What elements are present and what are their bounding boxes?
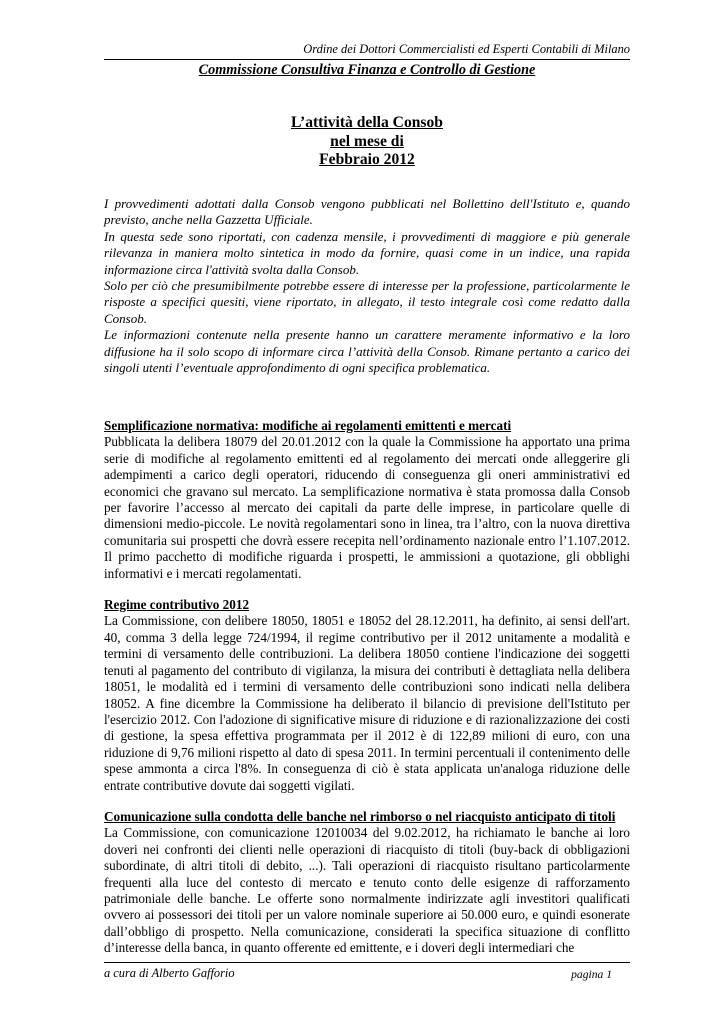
document-page [104,0,630,1024]
section-heading: Comunicazione sulla condotta delle banche nel rimborso o nel riacquisto anticipato di titoli [104,808,616,824]
section-text: Pubblicata la delibera 18079 del 20.01.2012 con la quale la Commissione ha apportato una prima serie di modifiche al regolamento emittenti ed al regolamento dei mercati onde alleggerire gli adempimenti a carico degli operatori, riducendo di conseguenza gli oneri amministrativi ed economici che gravano sul mercato. La semplificazione normativa è stata promossa dalla Consob per favorire l’accesso al mercato dei capitali da parte delle imprese, in particolare quelle di dimensioni medio-piccole. Le novità regolamentari sono in linea, tra l’altro, con la nuova direttiva comunitaria sui prospetti che dovrà essere recepita nell’ordinamento nazionale entro l’1.107.2012. Il primo pacchetto di modifiche riguarda i prospetti, le ammissioni a quotazione, gli obblighi informativi e i mercati regolamentati. [104,434,630,581]
footer-page-number: pagina 1 [571,968,612,981]
intro-paragraph: In questa sede sono riportati, con cadenza mensile, i provvedimenti di maggiore e più generale rilevanza in maniera molto sintetica in modo da fornire, quasi come in un indice, una rapida informazione circa l'attività svolta dalla Consob. [104,228,630,277]
intro-paragraph: I provvedimenti adottati dalla Consob vengono pubblicati nel Bollettino dell'Istituto e, quando previsto, anche nella Gazzetta Ufficiale. [104,196,630,228]
section-regime-contributivo [104,597,630,794]
intro-paragraph: Le informazioni contenute nella presente hanno un carattere meramente informativo e la loro diffusione ha il solo scopo di informare circa l’attività della Consob. Rimane pertanto a carico dei singoli utenti l’eventuale approfondimento di ogni specifica problematica. [104,327,630,376]
title-line-3: Febbraio 2012 [319,151,415,168]
footer-author: a cura di Alberto Gafforio [104,966,235,980]
section-comunicazione-banche [104,809,630,957]
section-text: La Commissione, con comunicazione 12010034 del 9.02.2012, ha richiamato le banche ai loro doveri nei confronti dei clienti nelle operazioni di riacquisto di titoli (buy-back di obbligazioni subordinate, di altri titoli di debito, ...). Tali operazioni di riacquisto risultano particolarmente frequenti alla luce del contesto di mercato e tenuto conto delle esigenze di rafforzamento patrimoniale delle banche. Le offerte sono normalmente indirizzate agli investitori qualificati ovvero ai possessori dei titoli per un valore nominale superiore ai 50.000 euro, e quindi esonerate dall’obbligo di prospetto. Nella comunicazione, considerati la specifica situazione di conflitto d’interesse della banca, in quanto offerente ed emittente, e i doveri degli intermediari che [104,825,630,956]
header-divider [104,59,630,60]
intro-notice [104,196,630,376]
title-line-2: nel mese di [330,132,404,150]
section-semplificazione-normativa [104,418,630,582]
intro-paragraph: Solo per ciò che presumibilmente potrebbe essere di interesse per la professione, particolarmente le risposte a specifici quesiti, viene riportato, in allegato, il testo integrale così come redatto dalla Consob. [104,278,630,326]
title-line-1: L’attività della Consob [291,114,443,131]
header-organization: Ordine dei Dottori Commercialisti ed Esperti Contabili di Milano [303,42,630,56]
document-title [104,114,630,170]
section-heading: Semplificazione normativa: modifiche ai regolamenti emittenti e mercati [104,418,512,433]
section-heading: Regime contributivo 2012 [104,597,250,613]
header-commission: Commissione Consultiva Finanza e Controllo di Gestione [198,62,536,78]
document-body [104,418,630,972]
section-text: La Commissione, con delibere 18050, 18051 e 18052 del 28.12.2011, ha definito, ai sensi dell'art. 40, comma 3 della legge 724/1994, il regime contributivo per il 2012 unitamente a modalità e termini di versamento delle contribuzioni. La delibera 18050 contiene l'indicazione dei soggetti tenuti al pagamento del contributo di vigilanza, la misura dei contributi è dettagliata nella delibera 18051, le modalità ed i termini di versamento delle contribuzioni sono indicati nella delibera 18052. A fine dicembre la Commissione ha deliberato il bilancio di previsione dell'Istituto per l'esercizio 2012. Con l'adozione di significative misure di riduzione e di razionalizzazione dei costi di gestione, la spesa effettiva programmata per il 2012 è di 122,89 milioni di euro, con una riduzione di 9,76 milioni rispetto al dato di spesa 2011. In termini percentuali il contenimento delle spese ammonta a circa l'8%. In conseguenza di ciò è stata applicata un'analoga riduzione delle entrate contributive dovute dai soggetti vigilati. [104,613,630,793]
footer-divider [104,962,630,963]
